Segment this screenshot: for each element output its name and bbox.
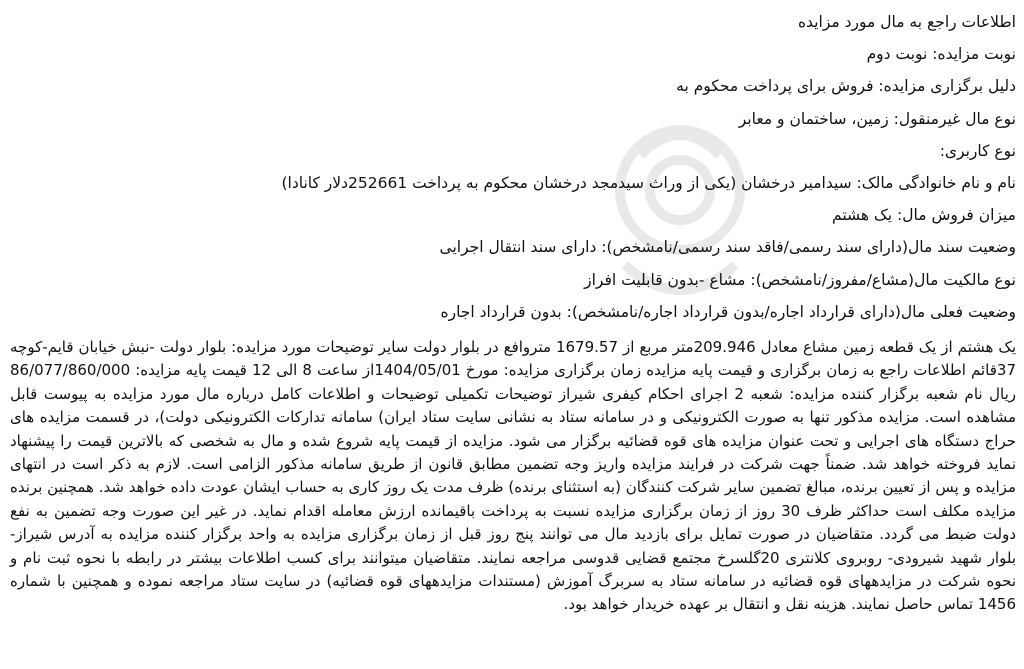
field-owner-name: نام و نام خانوادگی مالک: سیدامیر درخشان (یکی از وراث سیدمجد درخشان محکوم به پرداخت 252661دلار کانادا): [281, 173, 1016, 192]
field-auction-round: نوبت مزایده: نوبت دوم: [866, 45, 1016, 64]
field-current-status: وضعیت فعلی مال(دارای قرارداد اجاره/بدون قرارداد اجاره/نامشخص): بدون قرارداد اجاره: [440, 302, 1016, 321]
field-auction-reason: دلیل برگزاری مزایده: فروش برای پرداخت محکوم به: [676, 77, 1016, 96]
description-paragraph: یک هشتم از یک قطعه زمین مشاع معادل 209.946متر مربع از 1679.57 متروافع در بلوار دولت سایر توضیحات مورد مزایده: بلوار دولت -نبش خیابان قایم-کوچه 37قائم اطلاعات راجع به زمان برگزاری و قیمت پایه مزایده زمان برگزاری مزایده: مورخ 1404/05/01از ساعت 8 الی 12 قیمت پایه مزایده: 86/077/860/000 ریال نام شعبه برگزار کننده مزایده: شعبه 2 اجرای احکام کیفری شیراز توضیحات تکمیلی توضیحات و اطلاعات کامل درباره مال مورد مزایده به پیوست قابل مشاهده است. مزایده مذکور تنها به صورت الکترونیکی و در سامانه ستاد به نشانی سایت ستاد ایران) سامانه تدارکات الکترونیکی دولت)، در قسمت مزایده های حراج دستگاه های اجرایی و تحت عنوان مزایده های قوه قضائیه برگزار می شود. مزایده از قیمت پایه شروع شده و مال به شخصی که بالاترین قیمت را پیشنهاد نماید فروخته خواهد شد. ضمناً جهت شرکت در فرایند مزایده واریز وجه تضمین مطابق قانون از طریق سامانه مذکور الزامی است. لازم به ذکر است در انتهای مزایده و پس از تعیین برنده، مبالغ تضمین سایر شرکت کنندگان (به استثنای برنده) ظرف مدت یک روز کاری به حساب ایشان عودت داده خواهد شد. همچنین برنده مزایده مکلف است حداکثر ظرف 30 روز از زمان برگزاری مزایده نسبت به پرداخت باقیمانده ارزش معامله اقدام نماید. در غیر این صورت وجه تضمین به نفع دولت ضبط می گردد. متقاضیان در صورت تمایل برای بازدید مال می توانند پنج روز قبل از زمان برگزاری مزایده به واحد برگزار کننده مزایده به آدرس شیراز- بلوار شهید شیرودی- روبروی کلانتری 20گلسرخ مجتمع قضایی قدوسی مراجعه نمایند. متقاضیان میتوانند برای کسب اطلاعات بیشتر در رابطه با نحوه ثبت نام و نحوه شرکت در مزایدههای قوه قضائیه در سامانه ستاد به سربرگ آموزش (مستندات مزایدههای قوه قضائیه) در سایت ستاد مراجعه نموده و همچنین با شماره 1456 تماس حاصل نمایند. هزینه نقل و انتقال بر عهده خریدار خواهد بود.: [10, 337, 1017, 614]
field-usage-type: نوع کاربری:: [939, 141, 1016, 160]
document: [10, 6, 1016, 617]
field-ownership-type: نوع مالکیت مال(مشاع/مفروز/نامشخص): مشاع -بدون قابلیت افراز: [584, 270, 1016, 289]
document-title: اطلاعات راجع به مال مورد مزایده: [797, 13, 1016, 31]
field-property-type: نوع مال غیرمنقول: زمین، ساختمان و معابر: [738, 109, 1016, 128]
field-sale-share: میزان فروش مال: یک هشتم: [832, 206, 1016, 225]
field-deed-status: وضعیت سند مال(دارای سند رسمی/فاقد سند رسمی/نامشخص): دارای سند انتقال اجرایی: [439, 238, 1016, 257]
